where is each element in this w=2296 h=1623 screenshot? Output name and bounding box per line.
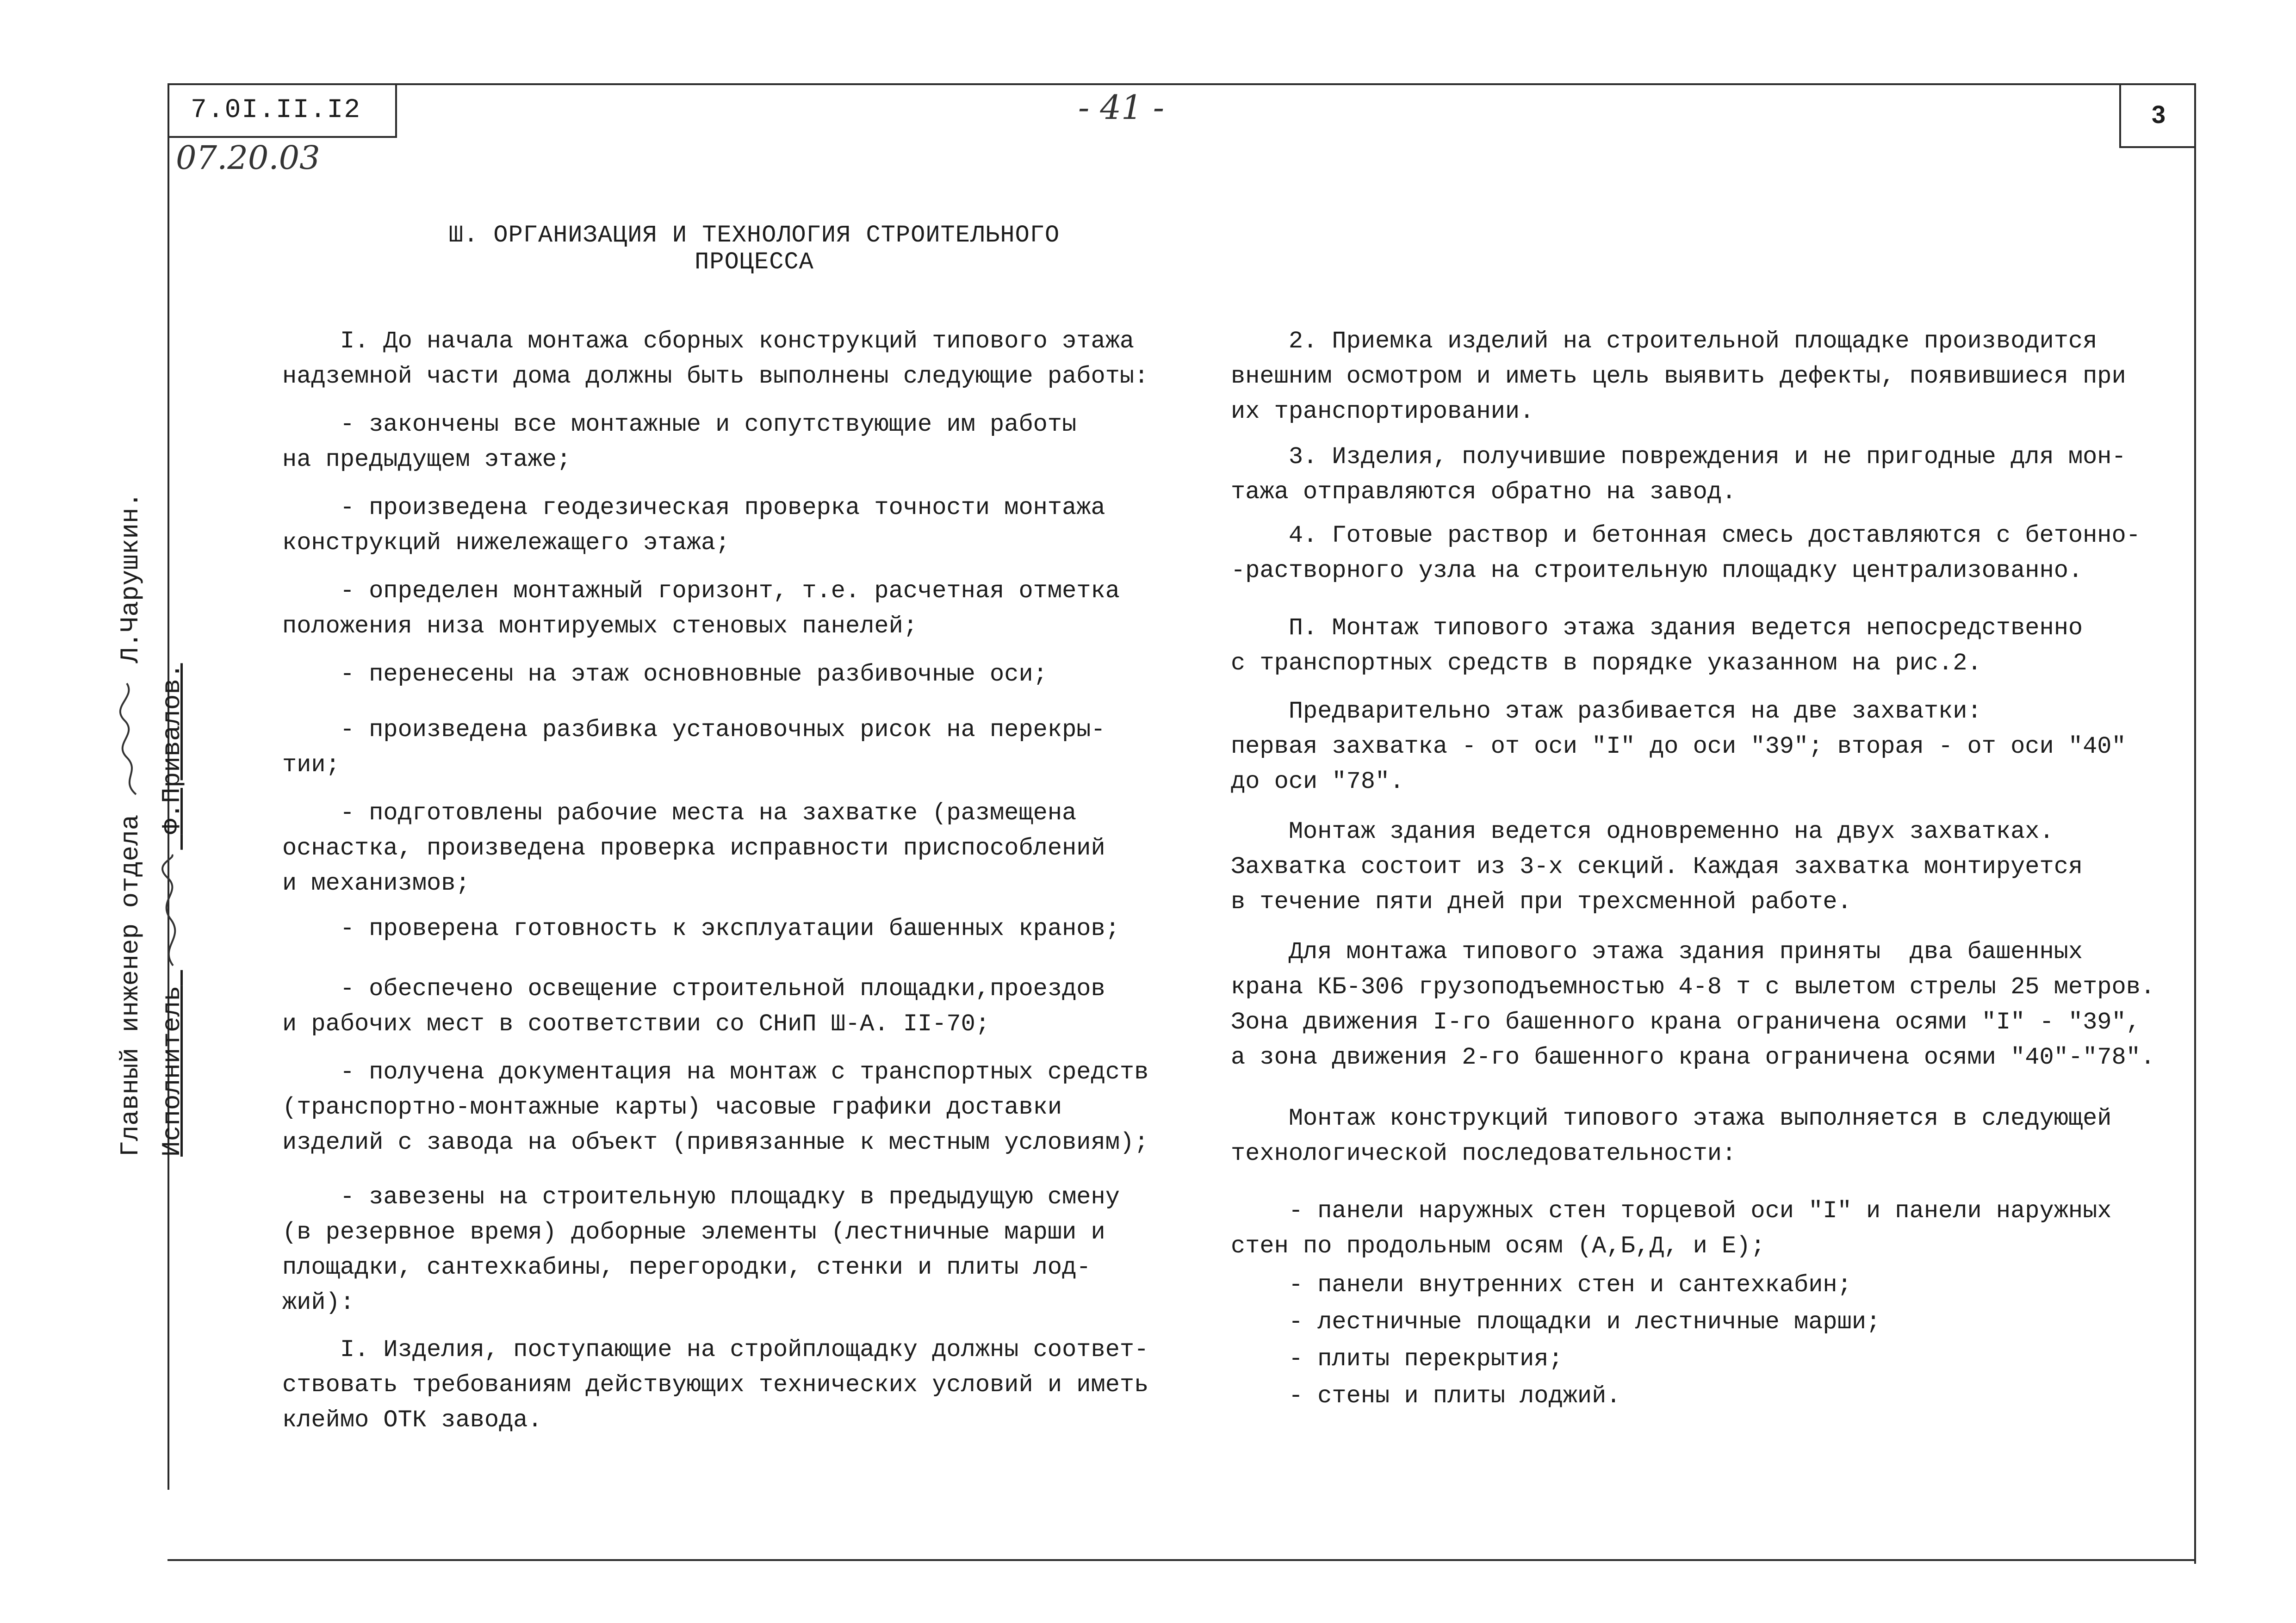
- paragraph: - закончены все монтажные и сопутствующие им работы на предыдущем этаже;: [282, 411, 1077, 473]
- paragraph: - проверена готовность к эксплуатации башенных кранов;: [282, 915, 1120, 942]
- left-column: [282, 324, 1208, 1434]
- paragraph: - стены и плиты лоджий.: [1231, 1382, 1621, 1410]
- chief-engineer-role: Главный инженер отдела: [116, 814, 145, 1157]
- executor-role: Исполнитель: [157, 985, 187, 1157]
- frame-bottom-border: [168, 1559, 2196, 1561]
- section-title: [361, 222, 1148, 276]
- handwritten-code: 07.20.03: [176, 139, 320, 177]
- paragraph: - лестничные площадки и лестничные марши;: [1231, 1308, 1881, 1336]
- paragraph: - панели внутренних стен и сантехкабин;: [1231, 1271, 1852, 1299]
- paragraph: Монтаж конструкций типового этажа выполняется в следующей технологической последовательности:: [1231, 1105, 2112, 1167]
- executor-name: Ф.Привалов.: [157, 663, 187, 835]
- paragraph: I. Изделия, поступающие на стройплощадку должны соответ- ствовать требованиям действующих технических условий и иметь клеймо ОТК завода.: [282, 1336, 1149, 1434]
- paragraph: Предварительно этаж разбивается на две захватки: первая захватка - от оси "I" до оси "39"; вторая - от оси "40" до оси "78".: [1231, 698, 2126, 795]
- document-code: 7.0I.II.I2: [168, 83, 397, 138]
- paragraph: - произведена разбивка установочных рисок на перекры- тии;: [282, 716, 1105, 779]
- paragraph: - подготовлены рабочие места на захватке (размещена оснастка, произведена проверка исправности приспособлений и механизмов;: [282, 799, 1105, 897]
- paragraph: 2. Приемка изделий на строительной площадке производится внешним осмотром и иметь цель выявить дефекты, появившиеся при их транспортировании.: [1231, 328, 2126, 425]
- frame-top-border: [168, 83, 2196, 85]
- section-title-line2: ПРОЦЕССА: [695, 248, 814, 276]
- signature-icon: [159, 850, 185, 970]
- paragraph: - перенесены на этаж основновные разбивочные оси;: [282, 661, 1048, 688]
- paragraph: - получена документация на монтаж с транспортных средств (транспортно-монтажные карты) часовые графики доставки изделий с завода на объект (привязанные к местным условиям);: [282, 1059, 1149, 1156]
- paragraph: 4. Готовые раствор и бетонная смесь доставляются с бетонно- -растворного узла на строительную площадку централизованно.: [1231, 522, 2141, 584]
- paragraph: Монтаж здания ведется одновременно на двух захватках. Захватка состоит из 3-х секций. Каждая захватка монтируется в течение пяти дней при трехсменной работе.: [1231, 818, 2083, 916]
- paragraph: - панели наружных стен торцевой оси "I" и панели наружных стен по продольным осям (А,Б,Д, и Е);: [1231, 1197, 2112, 1260]
- paragraph: Для монтажа типового этажа здания приняты два башенных крана КБ-306 грузоподъемностью 4-8 т с вылетом стрелы 25 метров. Зона движения I-го башенного крана ограничена осями "I" - "39", а зона движения 2-го башенного крана ограничена осями "40"-"78".: [1231, 938, 2155, 1071]
- signature-block: [97, 370, 199, 1157]
- sheet-number: 3: [2119, 83, 2196, 148]
- section-title-line1: Ш. ОРГАНИЗАЦИЯ И ТЕХНОЛОГИЯ СТРОИТЕЛЬНОГО: [448, 222, 1060, 249]
- paragraph: - определен монтажный горизонт, т.е. расчетная отметка положения низа монтируемых стеновых панелей;: [282, 577, 1120, 640]
- paragraph: - обеспечено освещение строительной площадки,проездов и рабочих мест в соответствии со СНиП Ш-А. II-70;: [282, 975, 1105, 1038]
- frame-right-border: [2194, 83, 2196, 1564]
- signature-line-executor: [157, 663, 187, 1157]
- paragraph: - завезены на строительную площадку в предыдущую смену (в резервное время) доборные элементы (лестничные марши и площадки, сантехкабины, перегородки, стенки и плиты лод- жий):: [282, 1183, 1120, 1316]
- page-number: - 41 -: [1078, 88, 1165, 127]
- paragraph: 3. Изделия, получившие повреждения и не пригодные для мон- тажа отправляются обратно на завод.: [1231, 443, 2126, 506]
- paragraph: I. До начала монтажа сборных конструкций типового этажа надземной части дома должны быть выполнены следующие работы:: [282, 328, 1149, 390]
- paragraph: - плиты перекрытия;: [1231, 1345, 1563, 1373]
- chief-engineer-name: Л.Чарушкин.: [116, 492, 145, 663]
- paragraph: П. Монтаж типового этажа здания ведется непосредственно с транспортных средств в порядке указанном на рис.2.: [1231, 614, 2083, 677]
- paragraph: - произведена геодезическая проверка точности монтажа конструкций нижележащего этажа;: [282, 494, 1105, 557]
- signature-icon: [118, 679, 143, 799]
- right-column: [1231, 324, 2193, 1410]
- signature-line-chief: [116, 492, 145, 1157]
